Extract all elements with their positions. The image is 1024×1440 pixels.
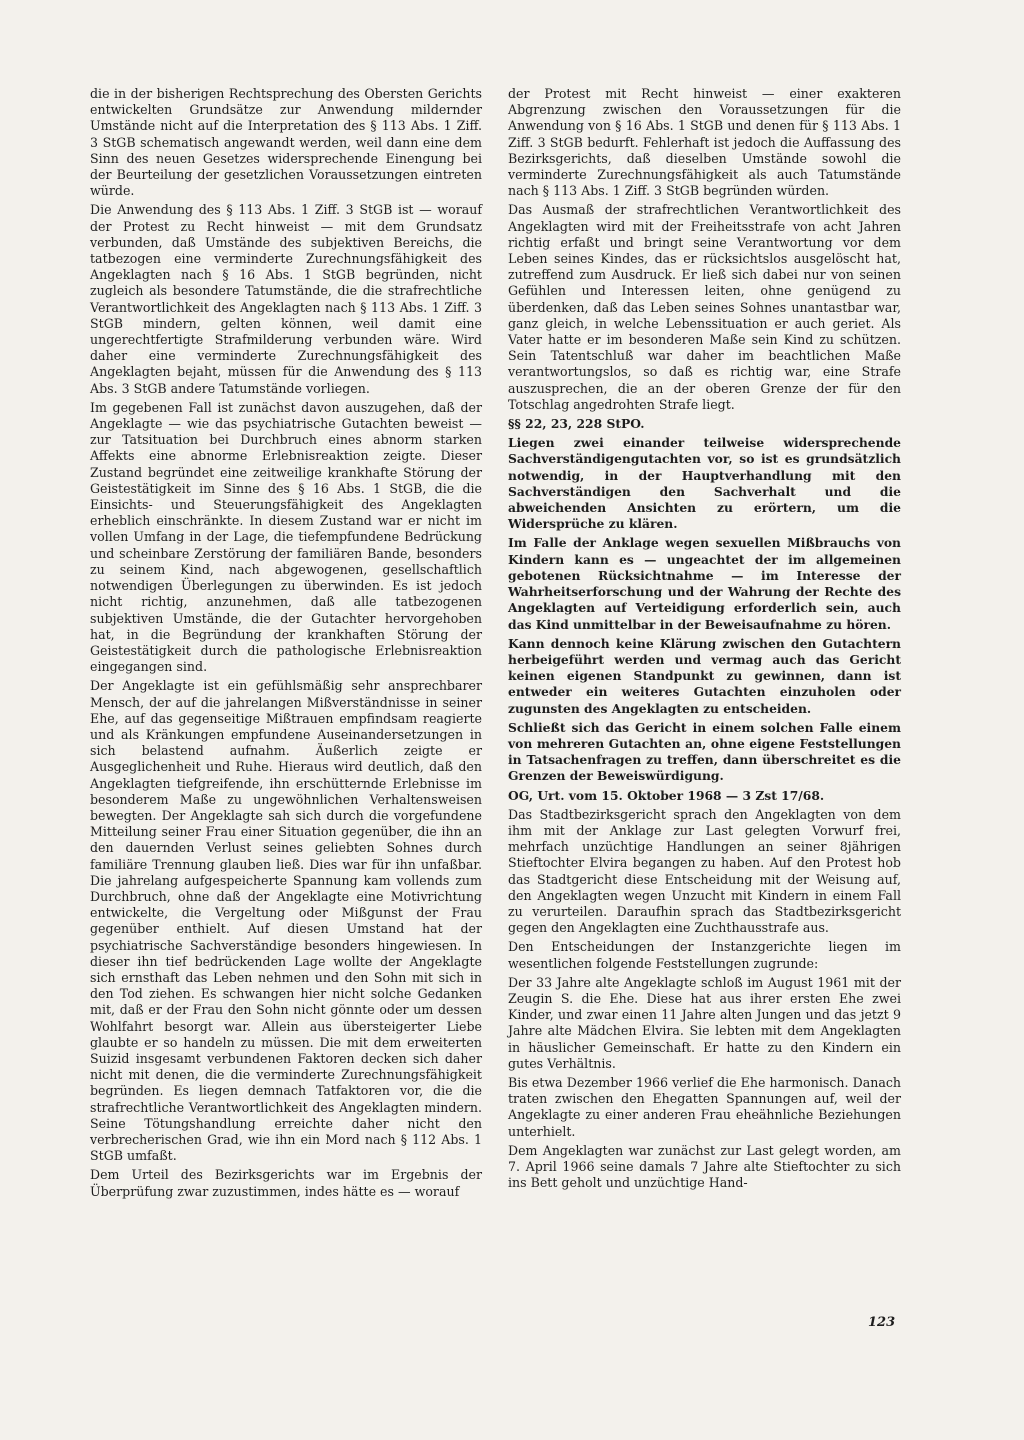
paragraph: Den Entscheidungen der Instanzgerichte liegen im wesentlichen folgende Feststellungen zugrunde: <box>508 939 901 971</box>
headnote: Liegen zwei einander teilweise widersprechende Sachverständigengutachten vor, so ist es grundsätzlich notwendig, in der Hauptverhandlung mit den Sachverständigen den Sachverhalt und die abweichenden Ansichten zu erörtern, um die Widersprüche zu klären. <box>508 435 901 532</box>
left-column <box>90 86 482 1203</box>
paragraph: Dem Angeklagten war zunächst zur Last gelegt worden, am 7. April 1966 seine damals 7 Jahre alte Stieftochter zu sich ins Bett geholt und unzüchtige Hand- <box>508 1142 901 1191</box>
citation-heading: §§ 22, 23, 228 StPO. <box>508 416 645 432</box>
paragraph: Bis etwa Dezember 1966 verlief die Ehe harmonisch. Danach traten zwischen den Ehegatten Spannungen auf, weil der Angeklagte zu einer anderen Frau eheähnliche Beziehungen unterhielt. <box>508 1074 901 1139</box>
paragraph: Das Stadtbezirksgericht sprach den Angeklagten von dem ihm mit der Anklage zur Last gelegten Vorwurf frei, mehrfach unzüchtige Handlungen an seiner 8jährigen Stieftochter Elvira begangen zu haben. Auf den Protest hob das Stadtgericht diese Entscheidung mit der Weisung auf, den Angeklagten wegen Unzucht mit Kindern in einem Fall zu verurteilen. Daraufhin sprach das Stadtbezirksgericht gegen den Angeklagten eine Zuchthausstrafe aus. <box>508 806 901 936</box>
page-number: 123 <box>868 1315 896 1330</box>
right-column <box>508 86 901 1194</box>
paragraph: die in der bisherigen Rechtsprechung des Obersten Gerichts entwickelten Grundsätze zur Anwendung mildernder Umstände nicht auf die Interpretation des § 113 Abs. 1 Ziff. 3 StGB schematisch angewandt werden, weil dann eine dem Sinn des neuen Gesetzes widersprechende Einengung bei der Beurteilung der gesetzlichen Voraussetzungen eintreten würde. <box>90 86 482 199</box>
paragraph: Die Anwendung des § 113 Abs. 1 Ziff. 3 StGB ist — worauf der Protest zu Recht hinweist — mit dem Grundsatz verbunden, daß Umstände des subjektiven Bereichs, die tatbezogen eine verminderte Zurechnungsfähigkeit des Angeklagten nach § 16 Abs. 1 StGB begründen, nicht zugleich als besondere Tatumstände, die die strafrechtliche Verantwortlichkeit des Angeklagten nach § 113 Abs. 1 Ziff. 3 StGB mindern, gelten können, weil damit eine ungerechtfertigte Strafmilderung verbunden wäre. Wird daher eine verminderte Zurechnungsfähigkeit des Angeklagten bejaht, müssen für die Anwendung des § 113 Abs. 3 StGB andere Tatumstände vorliegen. <box>90 202 482 396</box>
headnote: Schließt sich das Gericht in einem solchen Falle einem von mehreren Gutachten an, ohne eigene Feststellungen in Tatsachenfragen zu treffen, dann überschreitet es die Grenzen der Beweiswürdigung. <box>508 719 901 784</box>
paragraph: Das Ausmaß der strafrechtlichen Verantwortlichkeit des Angeklagten wird mit der Freiheitsstrafe von acht Jahren richtig erfaßt und bringt seine Verantwortung vor dem Leben seines Kindes, das er rücksichtslos ausgelöscht hat, zutreffend zum Ausdruck. Er ließ sich dabei nur von seinen Gefühlen und Interessen leiten, ohne genügend zu überdenken, daß das Leben seines Sohnes unantastbar war, ganz gleich, in welche Lebenssituation er auch geriet. Als Vater hatte er im besonderen Maße sein Kind zu schützen. Sein Tatentschluß war daher im beachtlichen Maße verantwortungslos, so daß es richtig war, eine Strafe auszusprechen, die an der oberen Grenze der für den Totschlag angedrohten Strafe liegt. <box>508 202 901 412</box>
headnote: Im Falle der Anklage wegen sexuellen Mißbrauchs von Kindern kann es — ungeachtet der im allgemeinen gebotenen Rücksichtnahme — im Interesse der Wahrheitserforschung und der Wahrung der Rechte des Angeklagten auf Verteidigung erforderlich sein, auch das Kind unmittelbar in der Beweisaufnahme zu hören. <box>508 535 901 632</box>
paragraph: Im gegebenen Fall ist zunächst davon auszugehen, daß der Angeklagte — wie das psychiatrische Gutachten beweist — zur Tatsituation bei Durchbruch eines abnorm starken Affekts eine abnorme Erlebnisreaktion zeigte. Dieser Zustand begründet eine zeitweilige krankhafte Störung der Geistestätigkeit im Sinne des § 16 Abs. 1 StGB, die die Einsichts- und Steuerungsfähigkeit des Angeklagten erheblich einschränkte. In diesem Zustand war er nicht im vollen Umfang in der Lage, die tiefempfundene Bedrückung und scheinbare Zerstörung der familiären Bande, besonders zu seinem Kind, nach abgewogenen, gesellschaftlich notwendigen Überlegungen zu überwinden. Es ist jedoch nicht richtig, anzunehmen, daß alle tatbezogenen subjektiven Umstände, die der Gutachter hervorgehoben hat, in die Begründung der krankhaften Störung der Geistestätigkeit durch die pathologische Erlebnisreaktion eingegangen sind. <box>90 399 482 675</box>
paragraph: Dem Urteil des Bezirksgerichts war im Ergebnis der Überprüfung zwar zuzustimmen, indes hätte es — worauf <box>90 1167 482 1199</box>
paragraph: Der 33 Jahre alte Angeklagte schloß im August 1961 mit der Zeugin S. die Ehe. Diese hat aus ihrer ersten Ehe zwei Kinder, und zwar einen 11 Jahre alten Jungen und das jetzt 9 Jahre alte Mädchen Elvira. Sie lebten mit dem Angeklagten in häuslicher Gemeinschaft. Er hatte zu den Kindern ein gutes Verhältnis. <box>508 974 901 1071</box>
paragraph: Der Angeklagte ist ein gefühlsmäßig sehr ansprechbarer Mensch, der auf die jahrelangen Mißverständnisse in seiner Ehe, auf das gegenseitige Mißtrauen empfindsam reagierte und als Kränkungen empfundene Auseinandersetzungen in sich belastend aufnahm. Äußerlich zeigte er Ausgeglichenheit und Ruhe. Hieraus wird deutlich, daß den Angeklagten tiefgreifende, ihn erschütternde Erlebnisse im besonderem Maße zu ungewöhnlichen Verhaltensweisen bewegten. Der Angeklagte sah sich durch die vorgefundene Mitteilung seiner Frau einer Situation gegenüber, die ihn an den dauernden Verlust seines geliebten Sohnes durch familiäre Trennung glauben ließ. Dies war für ihn unfaßbar. Die jahrelang aufgespeicherte Spannung kam vollends zum Durchbruch, ohne daß der Angeklagte eine Motivrichtung entwickelte, die Vergeltung oder Mißgunst der Frau gegenüber enthielt. Auf diesen Umstand hat der psychiatrische Sachverständige besonders hingewiesen. In dieser ihn tief bedrückenden Lage wollte der Angeklagte sich ernsthaft das Leben nehmen und den Sohn mit sich in den Tod ziehen. Es schwangen hier nicht solche Gedanken mit, daß er der Frau den Sohn nicht gönnte oder um dessen Wohlfahrt besorgt war. Allein aus übersteigerter Liebe glaubte er so handeln zu müssen. Die mit dem erweiterten Suizid insgesamt verbundenen Faktoren decken sich daher nicht mit denen, die die verminderte Zurechnungsfähigkeit begründen. Es liegen demnach Tatfaktoren vor, die die strafrechtliche Verantwortlichkeit des Angeklagten mindern. Seine Tötungshandlung erreichte daher nicht den verbrecherischen Grad, wie ihn ein Mord nach § 112 Abs. 1 StGB umfaßt. <box>90 678 482 1164</box>
headnote: Kann dennoch keine Klärung zwischen den Gutachtern herbeigeführt werden und vermag auch das Gericht keinen eigenen Standpunkt zu gewinnen, dann ist entweder ein weiteres Gutachten einzuholen oder zugunsten des Angeklagten zu entscheiden. <box>508 635 901 716</box>
court-citation: OG, Urt. vom 15. Oktober 1968 — 3 Zst 17/68. <box>508 787 825 803</box>
paragraph: der Protest mit Recht hinweist — einer exakteren Abgrenzung zwischen den Voraussetzungen für die Anwendung von § 16 Abs. 1 StGB und denen für § 113 Abs. 1 Ziff. 3 StGB bedurft. Fehlerhaft ist jedoch die Auffassung des Bezirksgerichts, daß dieselben Umstände sowohl die verminderte Zurechnungsfähigkeit als auch Tatumstände nach § 113 Abs. 1 Ziff. 3 StGB begründen würden. <box>508 86 901 199</box>
